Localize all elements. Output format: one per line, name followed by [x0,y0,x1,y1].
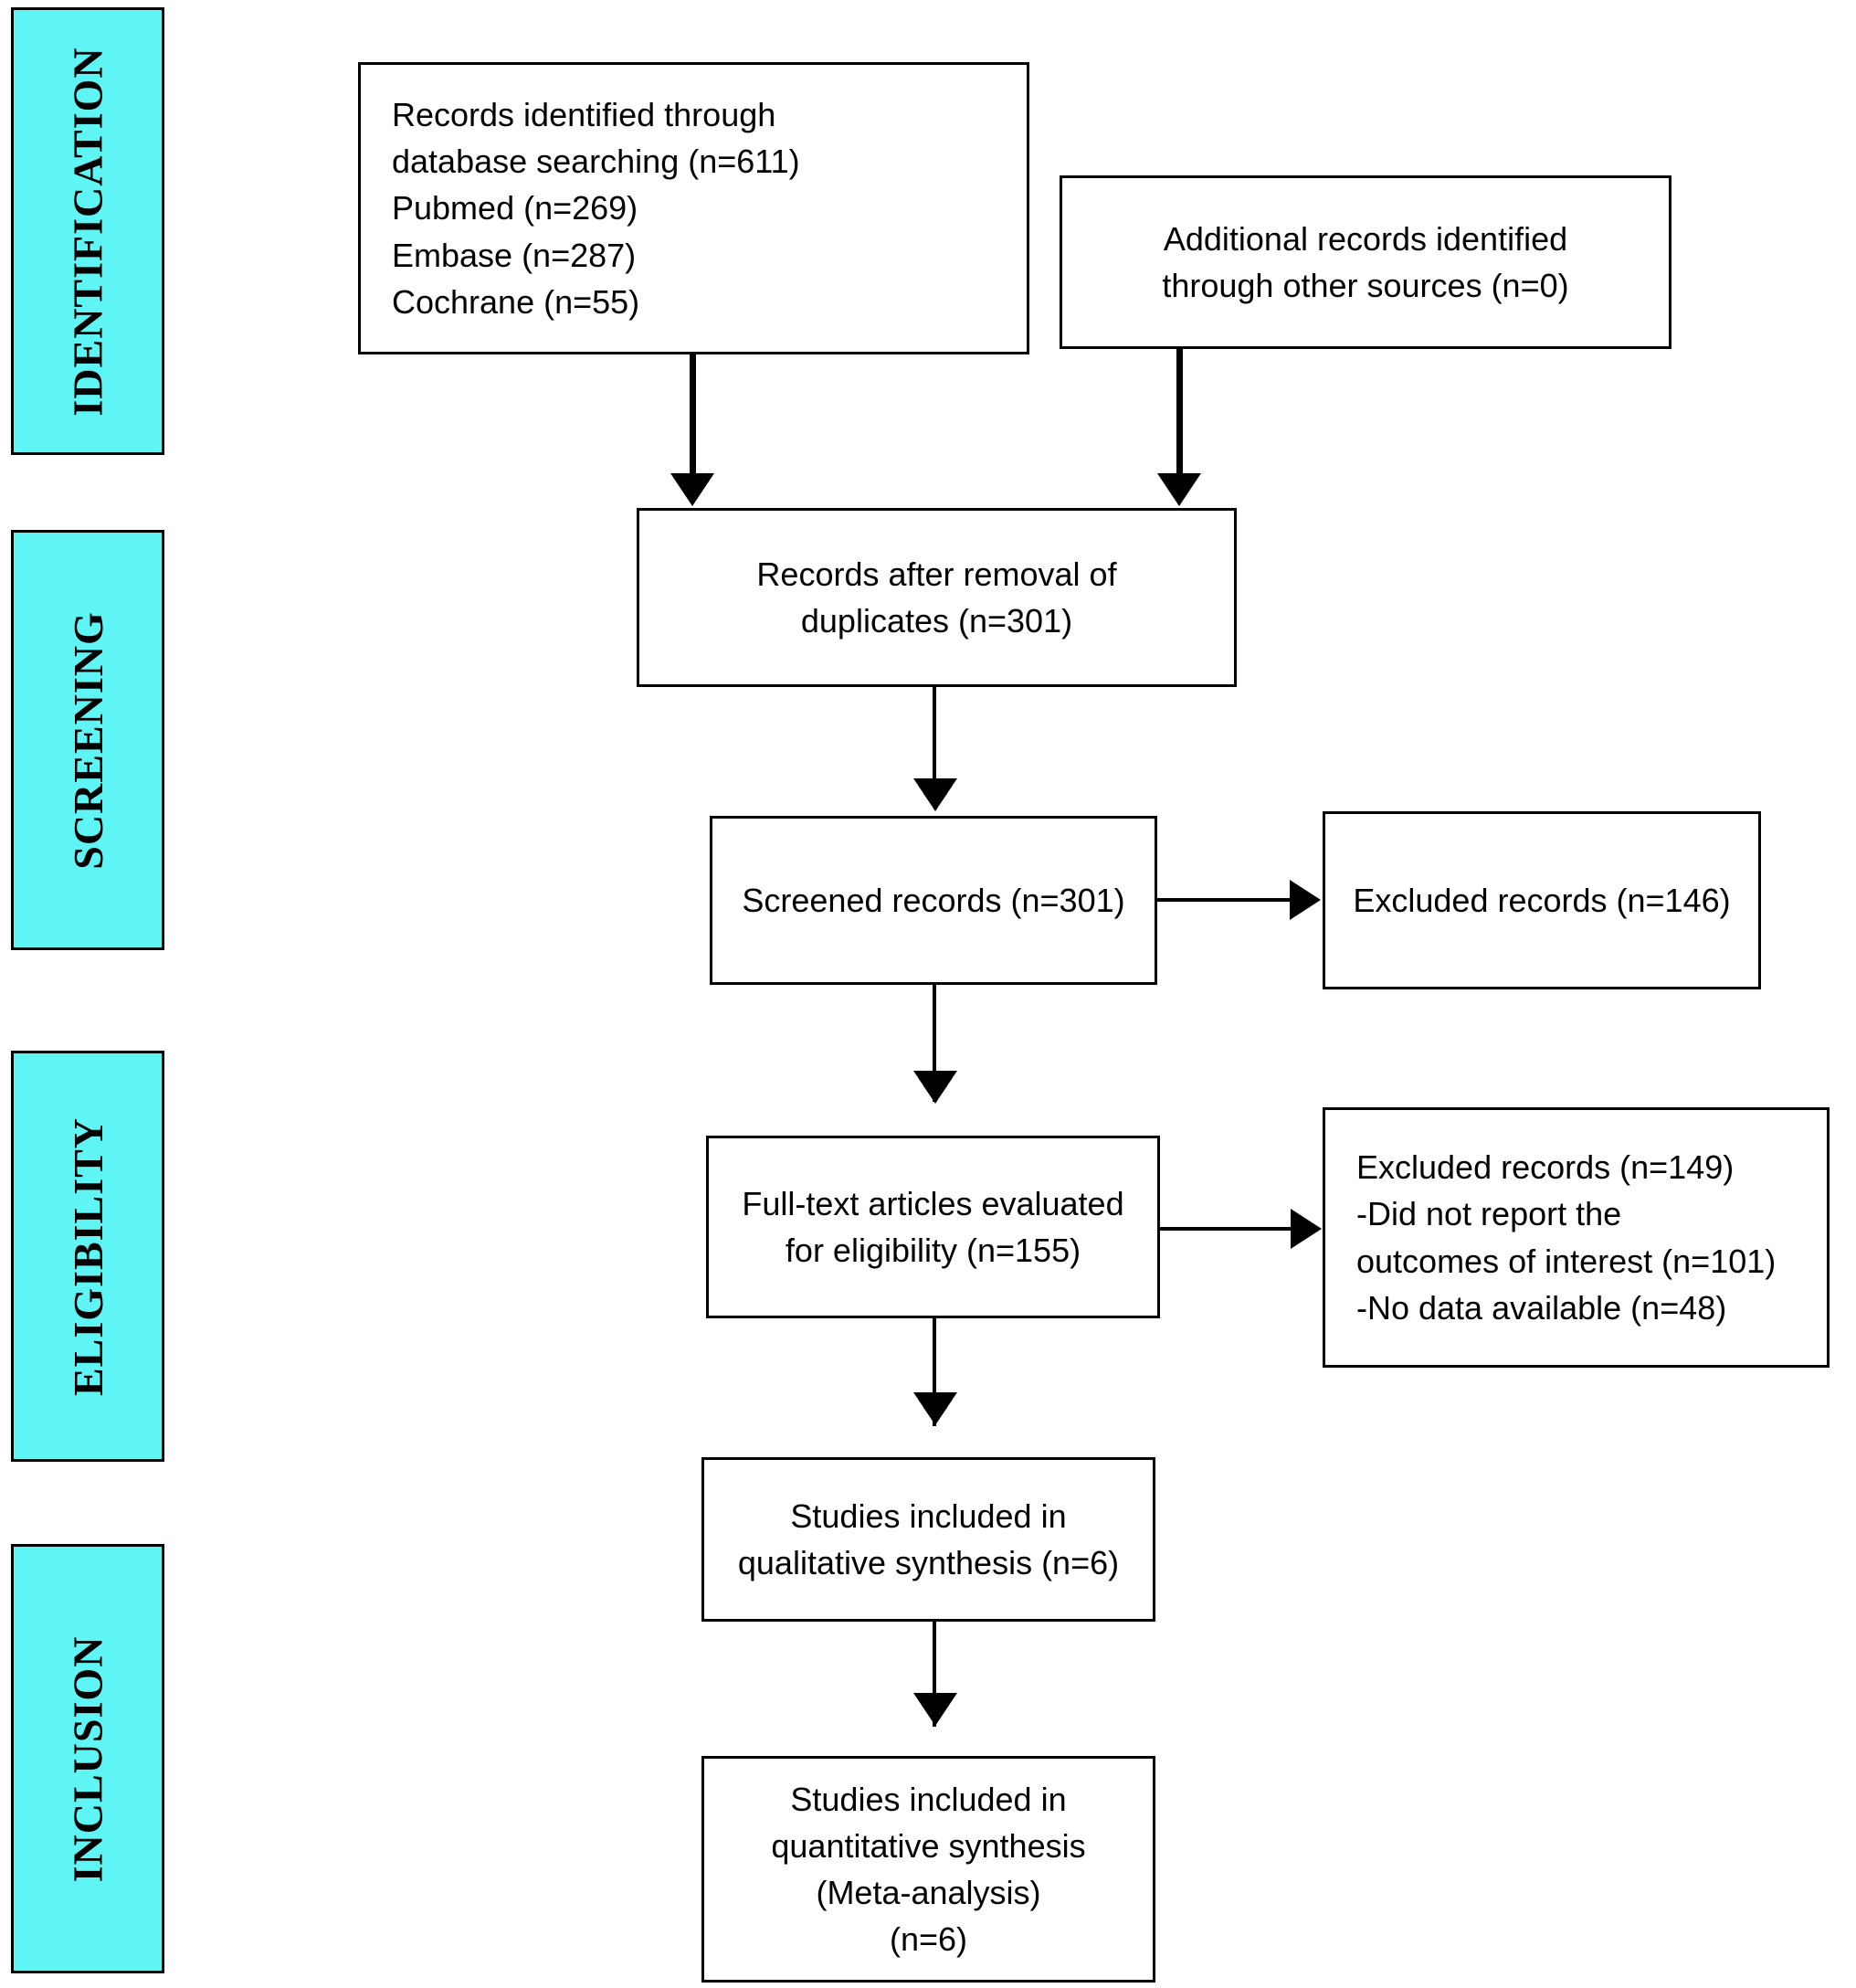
box-quantitative-synthesis-line-4: (n=6) [889,1920,968,1959]
box-quantitative-synthesis-line-3: (Meta-analysis) [816,1874,1041,1911]
arrowhead-down-icon [913,1071,957,1104]
connector-identified-to-duplicates [690,354,696,478]
arrowhead-down-icon [913,778,957,811]
box-records-after-duplicates-line-2: duplicates (n=301) [800,602,1073,640]
connector-fulltext-to-excluded [1160,1227,1295,1231]
box-quantitative-synthesis-line-1: Studies included in [790,1780,1067,1818]
box-records-after-duplicates [637,508,1237,687]
arrowhead-down-icon [913,1392,957,1425]
box-fulltext-articles-line-1: Full-text articles evaluated [742,1184,1124,1222]
box-quantitative-synthesis [701,1756,1155,1983]
arrowhead-down-icon [670,473,714,506]
box-fulltext-articles [706,1136,1160,1318]
box-qualitative-synthesis-line-2: qualitative synthesis (n=6) [737,1544,1120,1581]
box-additional-records [1060,175,1671,349]
stage-label-inclusion-text: INCLUSION [64,1635,111,1882]
box-records-after-duplicates-line-1: Records after removal of [756,555,1117,593]
box-records-identified-line-4: Embase (n=287) [392,236,637,274]
box-excluded-records-screening-line-1: Excluded records (n=146) [1353,881,1731,919]
box-records-identified-line-3: Pubmed (n=269) [392,189,638,227]
box-qualitative-synthesis-line-1: Studies included in [790,1496,1067,1535]
stage-label-eligibility [11,1051,164,1462]
arrowhead-right-icon [1291,1209,1322,1249]
box-qualitative-synthesis [701,1457,1155,1622]
box-excluded-records-screening [1323,811,1761,989]
box-records-identified-line-1: Records identified through [392,96,776,134]
stage-label-identification [11,7,164,455]
box-excluded-records-eligibility-line-3: outcomes of interest (n=101) [1356,1242,1777,1280]
box-excluded-records-eligibility [1323,1107,1830,1368]
box-fulltext-articles-line-2: for eligibility (n=155) [785,1232,1081,1269]
arrowhead-down-icon [1157,473,1201,506]
stage-label-identification-text: IDENTIFICATION [64,46,111,417]
box-additional-records-line-1: Additional records identified [1163,219,1568,258]
box-excluded-records-eligibility-line-4: -No data available (n=48) [1356,1288,1727,1327]
connector-screened-to-excluded [1157,898,1294,902]
arrowhead-right-icon [1290,880,1321,920]
connector-duplicates-to-screened [933,687,936,783]
connector-additional-to-duplicates [1176,349,1183,477]
stage-label-screening-text: SCREENING [64,610,111,870]
arrowhead-down-icon [913,1693,957,1726]
box-excluded-records-eligibility-line-1: Excluded records (n=149) [1356,1148,1735,1187]
stage-label-inclusion [11,1544,164,1973]
box-records-identified [358,62,1029,354]
box-screened-records-line-1: Screened records (n=301) [742,881,1125,919]
stage-label-screening [11,530,164,950]
box-screened-records [710,816,1157,985]
box-records-identified-line-2: database searching (n=611) [392,143,800,181]
box-records-identified-line-5: Cochrane (n=55) [392,282,640,321]
box-additional-records-line-2: through other sources (n=0) [1162,267,1569,304]
box-quantitative-synthesis-line-2: quantitative synthesis [771,1826,1086,1865]
stage-label-eligibility-text: ELIGIBILITY [64,1116,111,1396]
box-excluded-records-eligibility-line-2: -Did not report the [1356,1195,1622,1233]
